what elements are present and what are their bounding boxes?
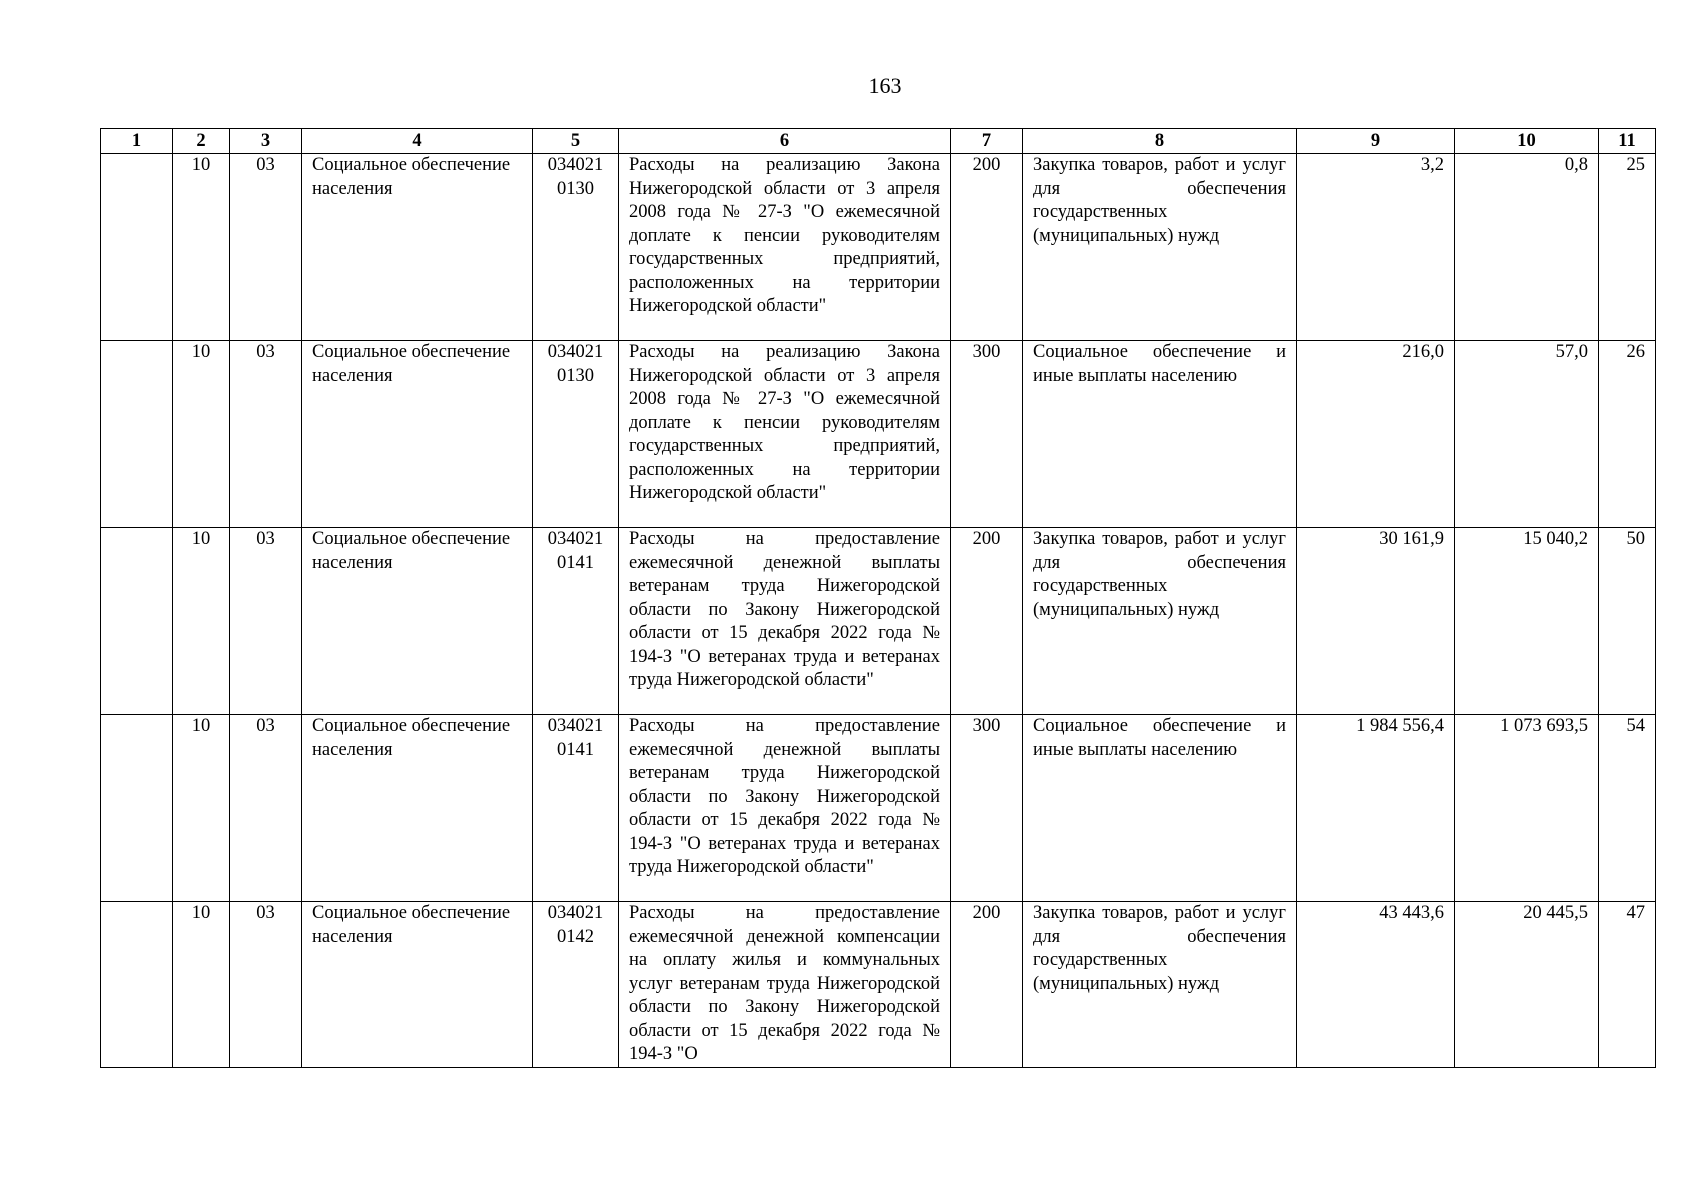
cell-subsection-name: Социальное обеспечение населения [302,528,533,715]
header-col-10: 10 [1455,129,1599,154]
table-row [101,154,1656,341]
header-col-7: 7 [951,129,1023,154]
cell-percent: 50 [1599,528,1656,715]
target-code-part-1: 034021 [547,903,604,923]
cell-subsection-name: Социальное обеспечение населения [302,902,533,1068]
table-row [101,715,1656,902]
cell-expense-type-name: Закупка товаров, работ и услуг для обеспечения государственных (муниципальных) нужд [1023,902,1297,1068]
target-code-part-2: 0141 [557,552,594,573]
cell-subsection: 03 [230,154,302,341]
cell-subsection-name: Социальное обеспечение населения [302,341,533,528]
cell-expense-description: Расходы на предоставление ежемесячной денежной компенсации на оплату жилья и коммунальных услуг ветеранам труда Нижегородской области по Закону Нижегородской области от 15 декабря 2022 года № 194-З "О [619,902,951,1068]
target-code-part-2: 0130 [557,365,594,386]
header-col-3: 3 [230,129,302,154]
cell-target-code [533,902,619,1068]
target-code-part-1: 034021 [547,529,604,549]
cell-amount-col-9: 3,2 [1297,154,1455,341]
header-col-11: 11 [1599,129,1656,154]
table-row [101,341,1656,528]
cell-amount-col-9: 30 161,9 [1297,528,1455,715]
cell-subsection: 03 [230,902,302,1068]
cell-amount-col-9: 43 443,6 [1297,902,1455,1068]
cell-subsection: 03 [230,528,302,715]
cell-col-1 [101,715,173,902]
cell-target-code [533,528,619,715]
table-row [101,528,1656,715]
cell-percent: 25 [1599,154,1656,341]
header-col-8: 8 [1023,129,1297,154]
target-code-part-1: 034021 [547,716,604,736]
cell-amount-col-9: 1 984 556,4 [1297,715,1455,902]
target-code-part-2: 0142 [557,926,594,947]
cell-target-code [533,715,619,902]
cell-target-code [533,341,619,528]
header-col-4: 4 [302,129,533,154]
header-col-6: 6 [619,129,951,154]
cell-percent: 47 [1599,902,1656,1068]
cell-col-1 [101,341,173,528]
cell-expense-type-name: Социальное обеспечение и иные выплаты населению [1023,715,1297,902]
target-code-part-2: 0130 [557,178,594,199]
cell-amount-col-10: 1 073 693,5 [1455,715,1599,902]
target-code-part-2: 0141 [557,739,594,760]
cell-percent: 26 [1599,341,1656,528]
cell-section: 10 [173,154,230,341]
cell-target-code [533,154,619,341]
cell-expense-description: Расходы на реализацию Закона Нижегородской области от 3 апреля 2008 года № 27-З "О ежемесячной доплате к пенсии руководителям государственных предприятий, расположенных на территории Нижегородской области" [619,154,951,341]
cell-section: 10 [173,902,230,1068]
cell-expense-description: Расходы на предоставление ежемесячной денежной выплаты ветеранам труда Нижегородской области по Закону Нижегородской области от 15 декабря 2022 года № 194-З "О ветеранах труда и ветеранах труда Нижегородской области" [619,715,951,902]
budget-table [100,128,1656,1068]
header-row [101,129,1656,154]
cell-amount-col-10: 0,8 [1455,154,1599,341]
cell-expense-type-name: Закупка товаров, работ и услуг для обеспечения государственных (муниципальных) нужд [1023,154,1297,341]
cell-expense-type-name: Закупка товаров, работ и услуг для обеспечения государственных (муниципальных) нужд [1023,528,1297,715]
page-number: 163 [868,73,902,98]
cell-amount-col-10: 20 445,5 [1455,902,1599,1068]
cell-expense-type-code: 200 [951,528,1023,715]
target-code-part-1: 034021 [547,155,604,175]
table-row [101,902,1656,1068]
cell-subsection-name: Социальное обеспечение населения [302,715,533,902]
cell-col-1 [101,154,173,341]
cell-expense-type-code: 200 [951,902,1023,1068]
cell-expense-description: Расходы на реализацию Закона Нижегородской области от 3 апреля 2008 года № 27-З "О ежемесячной доплате к пенсии руководителям государственных предприятий, расположенных на территории Нижегородской области" [619,341,951,528]
cell-expense-type-code: 200 [951,154,1023,341]
cell-percent: 54 [1599,715,1656,902]
cell-expense-type-name: Социальное обеспечение и иные выплаты населению [1023,341,1297,528]
cell-col-1 [101,528,173,715]
cell-subsection: 03 [230,341,302,528]
cell-expense-type-code: 300 [951,341,1023,528]
cell-amount-col-9: 216,0 [1297,341,1455,528]
cell-subsection: 03 [230,715,302,902]
header-col-9: 9 [1297,129,1455,154]
cell-section: 10 [173,341,230,528]
target-code-part-1: 034021 [547,342,604,362]
cell-amount-col-10: 15 040,2 [1455,528,1599,715]
cell-col-1 [101,902,173,1068]
cell-expense-description: Расходы на предоставление ежемесячной денежной выплаты ветеранам труда Нижегородской области по Закону Нижегородской области от 15 декабря 2022 года № 194-З "О ветеранах труда и ветеранах труда Нижегородской области" [619,528,951,715]
cell-section: 10 [173,528,230,715]
cell-section: 10 [173,715,230,902]
cell-expense-type-code: 300 [951,715,1023,902]
cell-subsection-name: Социальное обеспечение населения [302,154,533,341]
header-col-5: 5 [533,129,619,154]
cell-amount-col-10: 57,0 [1455,341,1599,528]
header-col-2: 2 [173,129,230,154]
header-col-1: 1 [101,129,173,154]
